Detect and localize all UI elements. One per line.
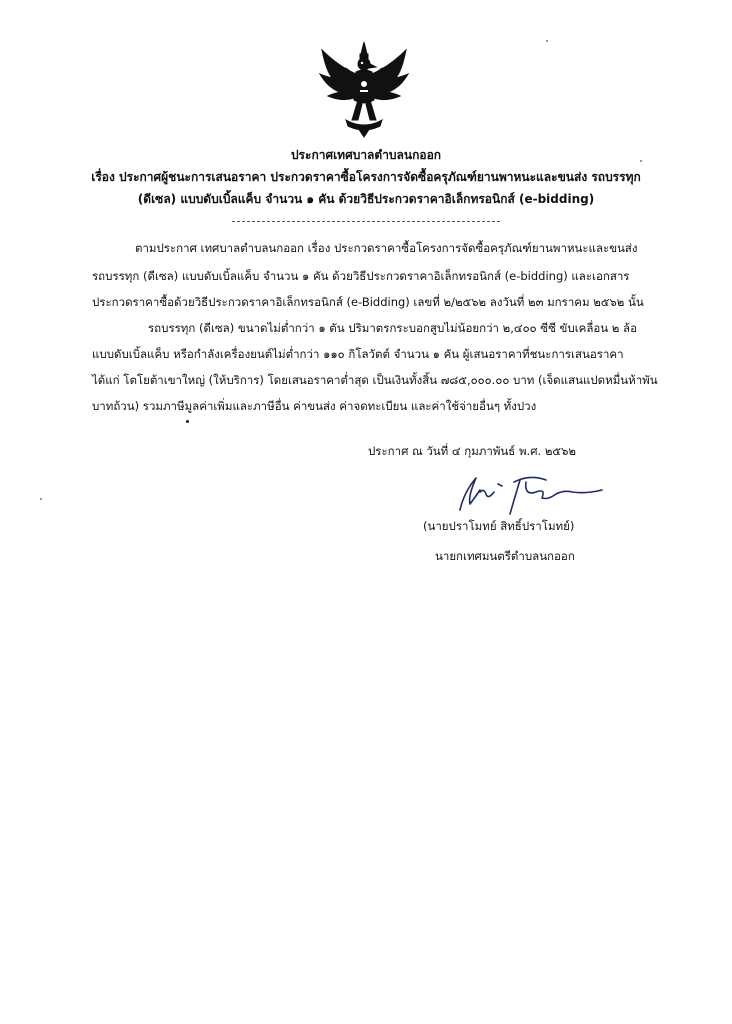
subject-line-1: เรื่อง ประกาศผู้ชนะการเสนอราคา ประกวดราคาซื้อโครงการจัดซื้อครุภัณฑ์ยานพาหนะและขนส่ง รถบรรทุก [91, 170, 641, 184]
organization-title: ประกาศเทศบาลตำบลนกออก [290, 148, 442, 162]
garuda-emblem-icon [318, 40, 410, 138]
stray-mark [546, 40, 548, 42]
body-line: ตามประกาศ เทศบาลตำบลนกออก เรื่อง ประกวดราคาซื้อโครงการจัดซื้อครุภัณฑ์ยานพาหนะและขนส่ง [135, 241, 638, 255]
announcement-date: ประกาศ ณ วันที่ ๔ กุมภาพันธ์ พ.ศ. ๒๕๖๒ [368, 444, 576, 458]
signer-position: นายกเทศมนตรีตำบลนกออก [435, 549, 575, 563]
body-line: ประกวดราคาซื้อด้วยวิธีประกวดราคาอิเล็กทรอนิกส์ (e-Bidding) เลขที่ ๒/๒๕๖๒ ลงวันที่ ๒๓ มกราคม ๒๕๖๒ นั้น [92, 295, 644, 309]
subject-line-2: (ดีเซล) แบบดับเบิ้ลแค็บ จำนวน ๑ คัน ด้วยวิธีประกวดราคาอิเล็กทรอนิกส์ (e-bidding) [137, 192, 595, 206]
body-line: บาทถ้วน) รวมภาษีมูลค่าเพิ่มและภาษีอื่น ค่าขนส่ง ค่าจดทะเบียน และค่าใช้จ่ายอื่นๆ ทั้งปวง [92, 399, 537, 413]
body-line: แบบดับเบิ้ลแค็บ หรือกำลังเครื่องยนต์ไม่ต่ำกว่า ๑๑๐ กิโลวัตต์ จำนวน ๑ คัน ผู้เสนอราคาที่ชนะการเสนอราคา [92, 347, 624, 361]
stray-mark [640, 160, 642, 162]
handwritten-signature [450, 470, 610, 518]
stray-mark [186, 420, 189, 423]
signer-name: (นายปราโมทย์ สิทธิ์ปราโมทย์) [423, 519, 575, 533]
body-line: รถบรรทุก (ดีเซล) แบบดับเบิ้ลแค็บ จำนวน ๑ คัน ด้วยวิธีประกวดราคาอิเล็กทรอนิกส์ (e-bidding) และเอกสาร [92, 269, 630, 283]
body-line: ได้แก่ โตโยต้าเขาใหญ่ (ให้บริการ) โดยเสนอราคาต่ำสุด เป็นเงินทั้งสิ้น ๗๘๕,๐๐๐.๐๐ บาท (เจ็ดแสนแปดหมื่นห้าพัน [92, 373, 658, 387]
divider-rule [232, 221, 500, 222]
stray-mark [40, 498, 42, 500]
body-line: รถบรรทุก (ดีเซล) ขนาดไม่ต่ำกว่า ๑ ตัน ปริมาตรกระบอกสูบไม่น้อยกว่า ๒,๔๐๐ ซีซี ขับเคลื่อน ๒ ล้อ [148, 321, 637, 335]
